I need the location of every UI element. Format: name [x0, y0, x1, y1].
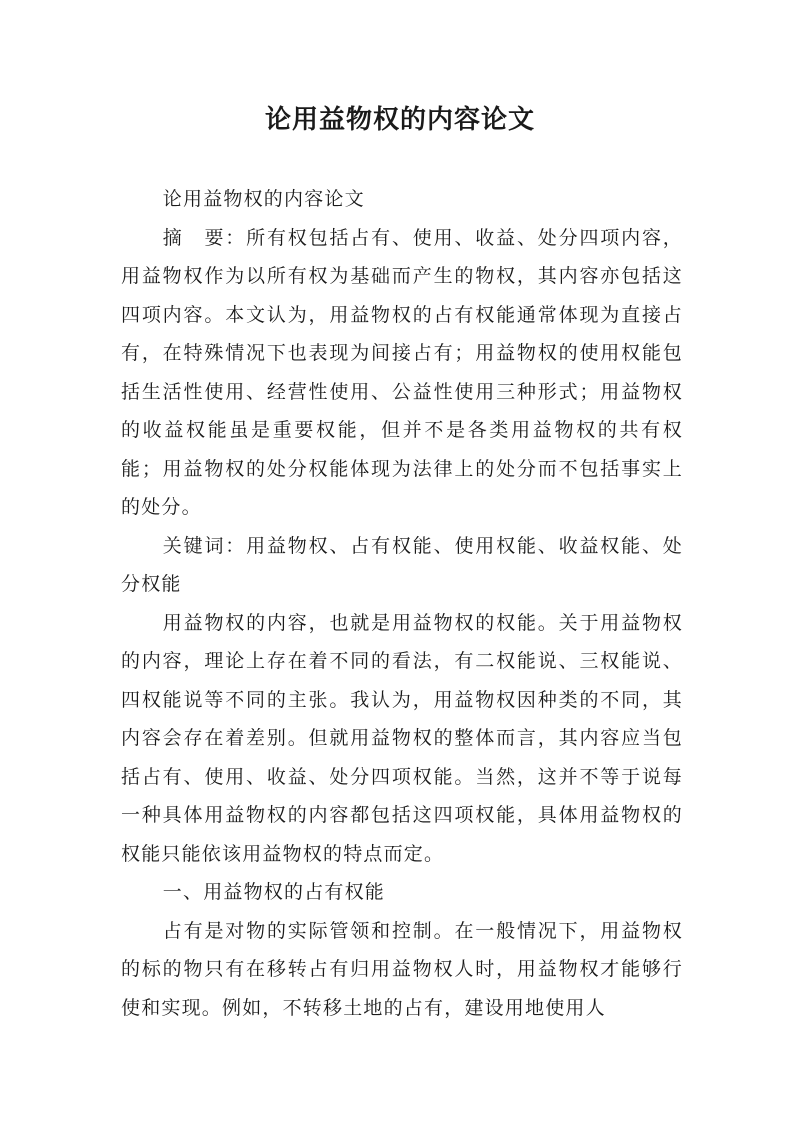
- document-body: [121, 180, 683, 1027]
- paragraph-keywords: 关键词：用益物权、占有权能、使用权能、收益权能、处分权能: [121, 534, 683, 595]
- section-heading-possession: 一、用益物权的占有权能: [162, 881, 385, 903]
- paragraph-intro: 用益物权的内容，也就是用益物权的权能。关于用益物权的内容，理论上存在着不同的看法，有二权能说、三权能说、四权能说等不同的主张。我认为，用益物权因种类的不同，其内容会存在着差别。但就用益物权的整体而言，其内容应当包括占有、使用、收益、处分四项权能。当然，这并不等于说每一种具体用益物权的内容都包括这四项权能，具体用益物权的权能只能依该用益物权的特点而定。: [121, 611, 683, 865]
- document-title: 论用益物权的内容论文: [264, 105, 535, 135]
- paragraph-abstract: 摘 要：所有权包括占有、使用、收益、处分四项内容，用益物权作为以所有权为基础而产生的物权，其内容亦包括这四项内容。本文认为，用益物权的占有权能通常体现为直接占有，在特殊情况下也表现为间接占有；用益物权的使用权能包括生活性使用、经营性使用、公益性使用三种形式；用益物权的收益权能虽是重要权能，但并不是各类用益物权的共有权能；用益物权的处分权能体现为法律上的处分而不包括事实上的处分。: [121, 226, 683, 518]
- paragraph-heading: 论用益物权的内容论文: [162, 188, 365, 210]
- paragraph-possession: 占有是对物的实际管领和控制。在一般情况下，用益物权的标的物只有在移转占有归用益物权人时，用益物权才能够行使和实现。例如，不转移土地的占有，建设用地使用人: [121, 919, 683, 1019]
